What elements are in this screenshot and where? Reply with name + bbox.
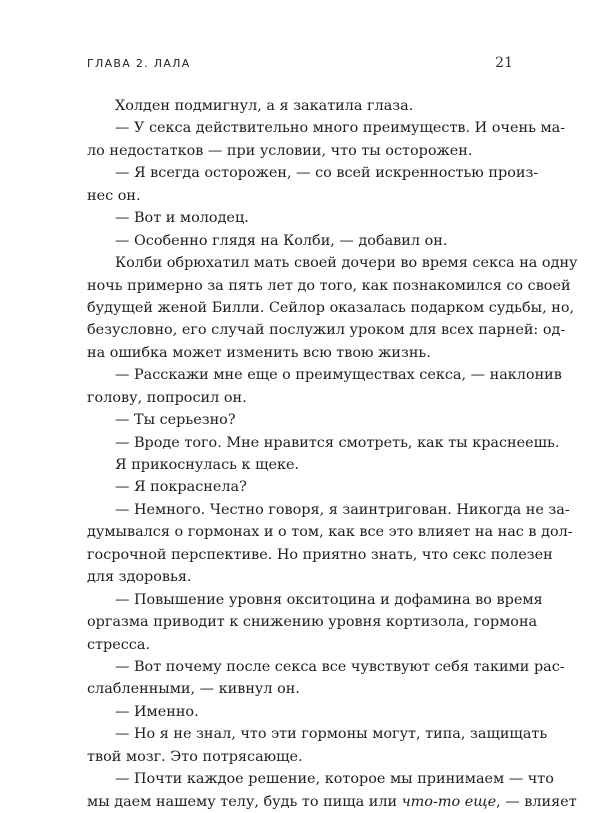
text-line: будущей женой Билли. Сейлор оказалась подарком судьбы, но, [87,299,575,316]
text-line: на ошибка может изменить всю твою жизнь. [87,344,431,361]
text-line: Я прикоснулась к щеке. [115,457,300,473]
text-line: твой мозг. Это потрясающе. [87,748,303,765]
text-line: думывался о гормонах и о том, как все это влияет на нас в дол- [87,524,573,541]
body-text [87,95,578,813]
text-line: — Но я не знал, что эти гормоны могут, типа, защищать [115,726,548,743]
text-line: стресса. [87,636,151,653]
text-line: — Вроде того. Мне нравится смотреть, как ты краснеешь. [115,434,560,451]
running-head: ГЛАВА 2. ЛАЛА [87,57,191,70]
text-run: , — влияет [496,793,577,810]
text-line: Колби обрюхатил мать своей дочери во время секса на одну [115,255,578,272]
page-header [87,57,513,77]
text-line: — Именно. [115,703,199,720]
text-line: госрочной перспективе. Но приятно знать, что секс полезен [87,546,553,563]
text-line: безусловно, его случай послужил уроком для всех парней: од- [87,322,566,339]
text-line: нес он. [87,187,141,204]
text-line: — Я всегда осторожен, — со всей искренностью произ- [115,165,539,182]
italic-run: что-то еще [401,793,497,810]
text-line: ночь примерно за пять лет до того, как познакомился со своей [87,277,571,294]
text-line: — Ты серьезно? [115,412,236,429]
text-line: — У секса действительно много преимуществ. И очень ма- [115,120,566,137]
text-line: оргазма приводит к снижению уровня кортизола, гормона [87,614,538,631]
text-line: голову, попросил он. [87,389,247,406]
text-line: Холден подмигнул, а я закатила глаза. [115,98,414,114]
text-line: — Расскажи мне еще о преимуществах секса, — наклонив [115,367,562,384]
text-line: — Я покраснела? [115,479,247,496]
text-line: для здоровья. [87,569,192,586]
text-line: слабленными, — кивнул он. [87,681,300,698]
text-line: — Почти каждое решение, которое мы принимаем — что [115,771,554,788]
text-line: — Вот почему после секса все чувствуют себя такими рас- [115,658,565,675]
text-line: — Повышение уровня окситоцина и дофамина во время [115,591,543,608]
text-run: мы даем нашему телу, будь то пища или [87,793,398,810]
text-line-mixed [87,791,577,813]
text-line: — Немного. Честно говоря, я заинтригован. Никогда не за- [115,501,570,518]
text-line: — Особенно глядя на Колби, — добавил он. [115,232,448,249]
text-line: — Вот и молодец. [115,210,249,227]
page-number: 21 [495,55,513,71]
text-line: ло недостатков — при условии, что ты осторожен. [87,142,473,159]
